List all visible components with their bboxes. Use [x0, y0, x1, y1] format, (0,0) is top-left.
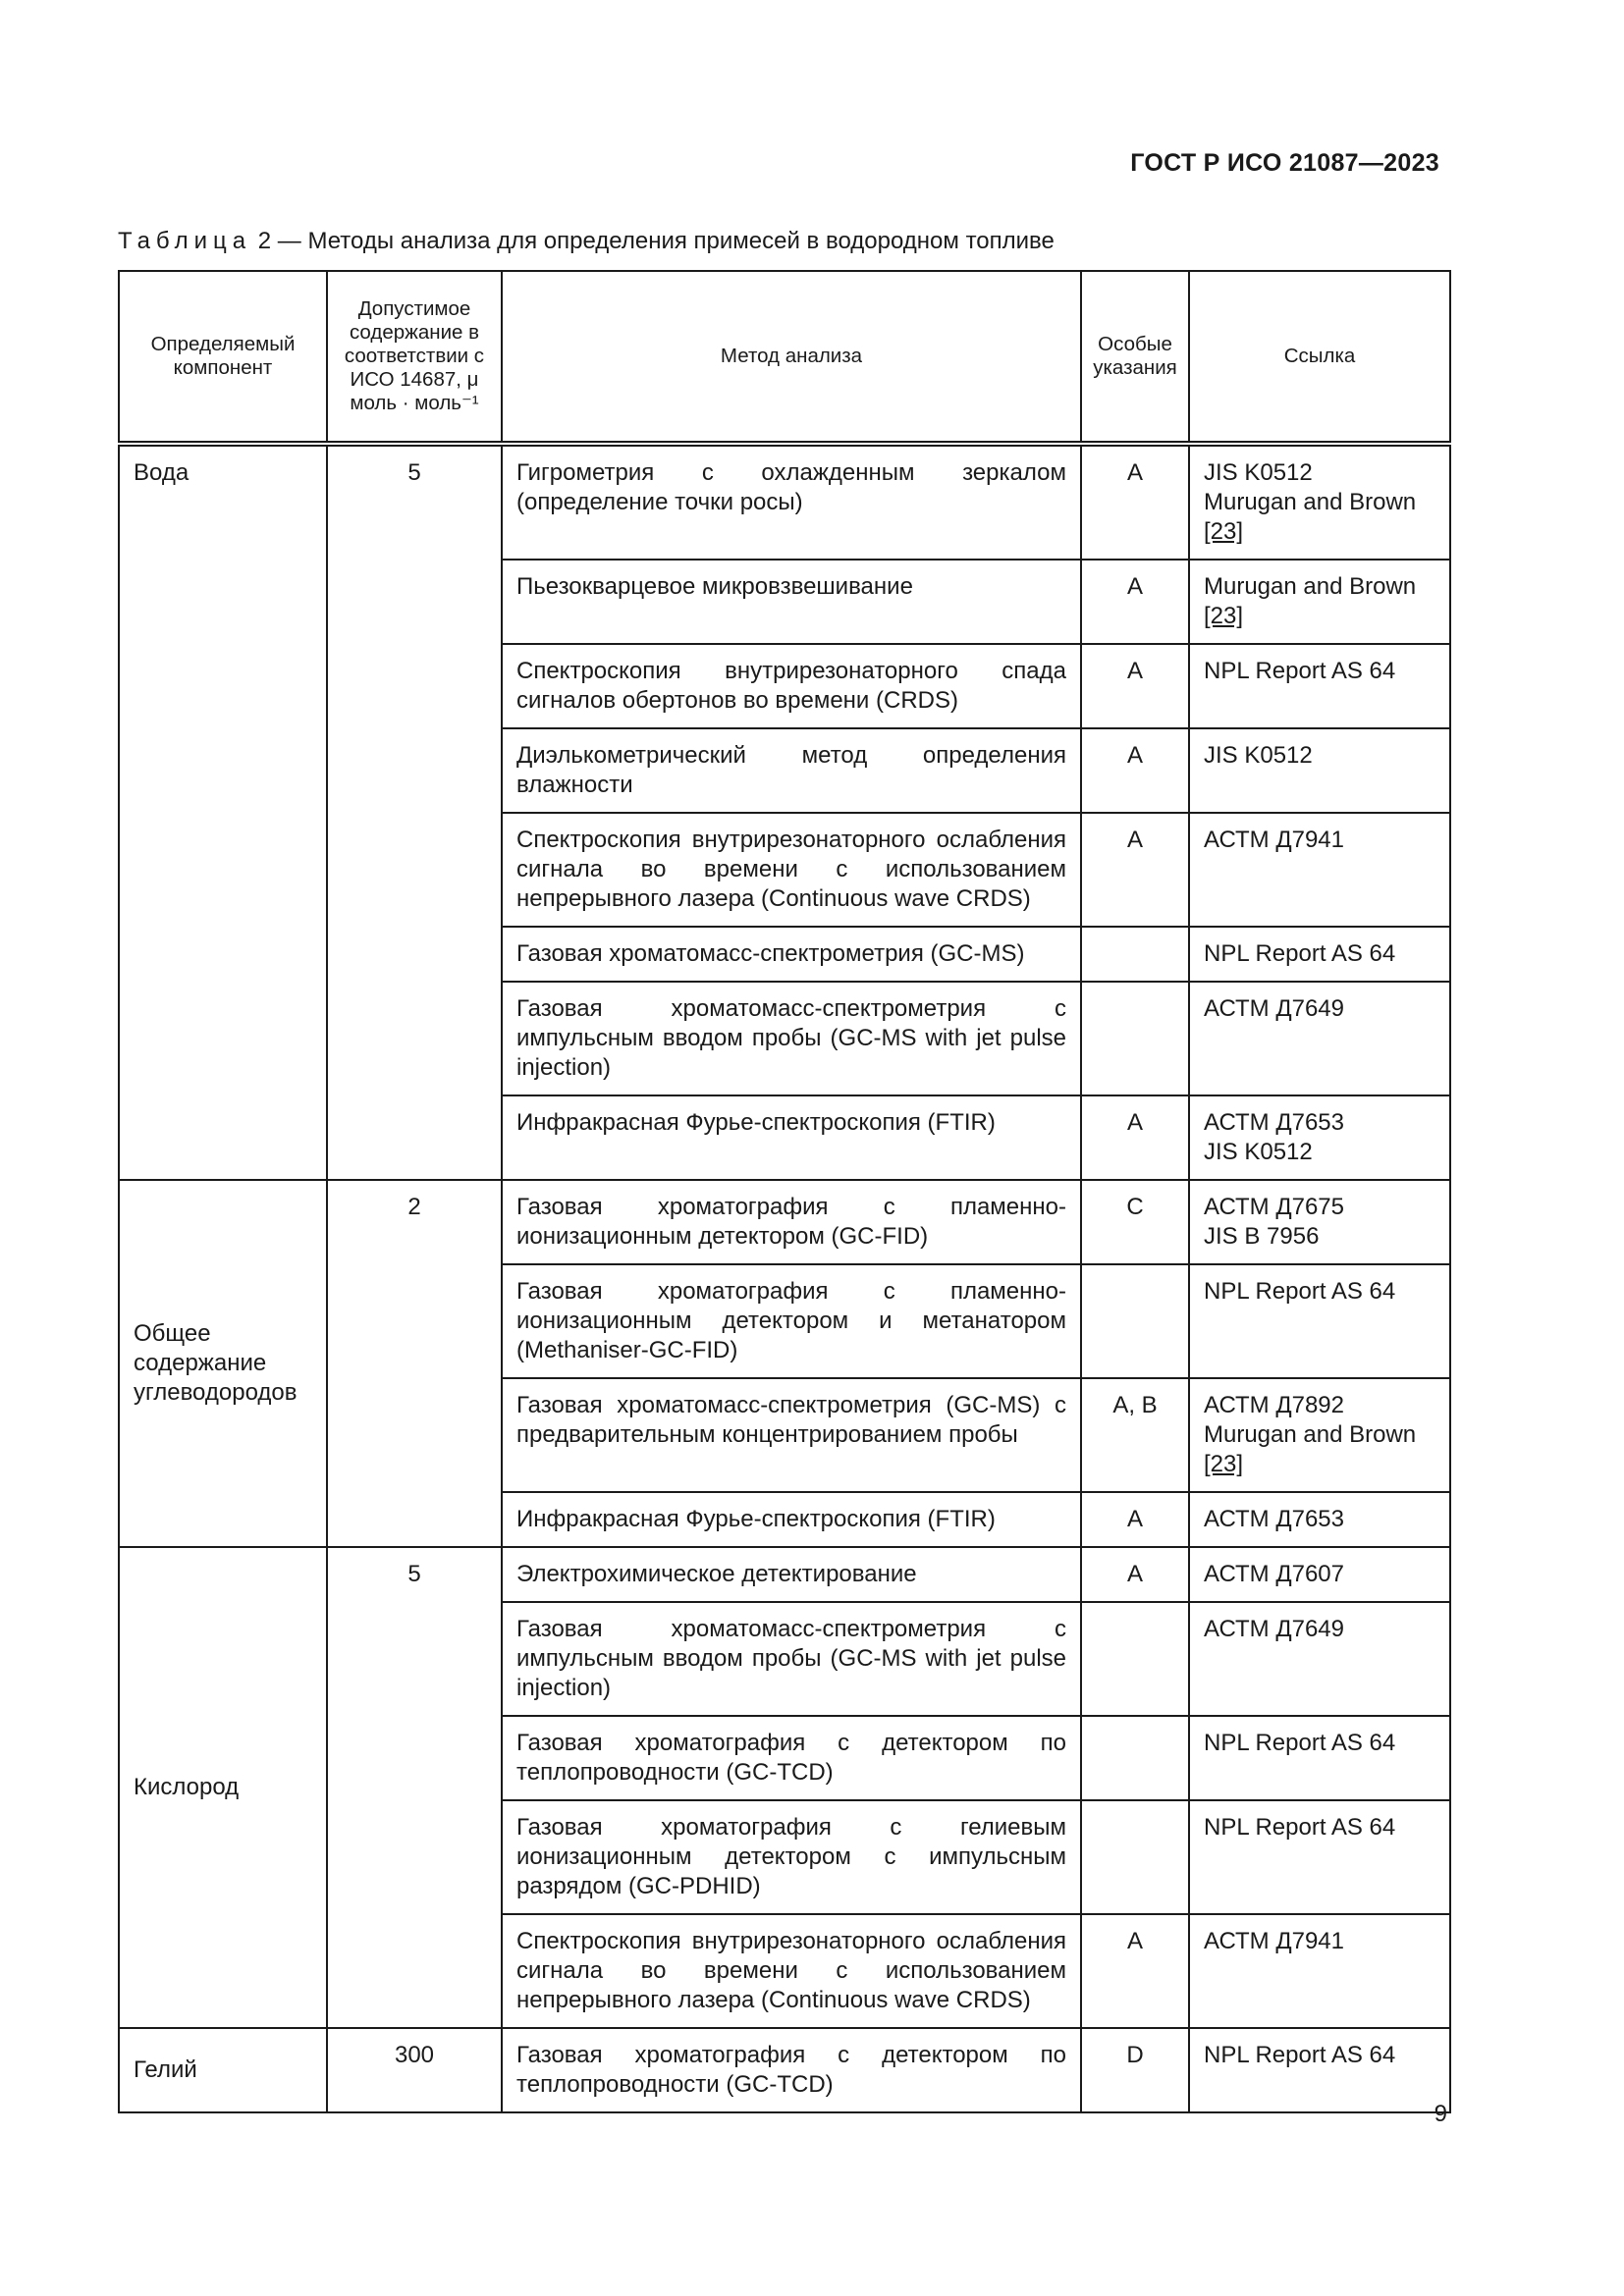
- cell-method: Газовая хроматография с гелиевым ионизационным детектором с импульсным разрядом (GC-PDHID): [502, 1800, 1081, 1914]
- cell-method: Газовая хроматомасс-спектрометрия с импульсным вводом пробы (GC-MS with jet pulse injection): [502, 982, 1081, 1095]
- reference-item: АСТМ Д7892: [1204, 1392, 1344, 1418]
- table-row: [119, 1547, 1450, 1602]
- reference-item: JIS B 7956: [1204, 1223, 1320, 1250]
- reference-item: АСТМ Д7653: [1204, 1109, 1344, 1136]
- cell-note: А: [1081, 813, 1189, 927]
- cell-reference: [1189, 2028, 1450, 2112]
- cell-note: А: [1081, 1095, 1189, 1180]
- cell-concentration: 5: [327, 1547, 502, 2028]
- cell-concentration: 300: [327, 2028, 502, 2112]
- cell-note: С: [1081, 1180, 1189, 1264]
- cell-reference: [1189, 1800, 1450, 1914]
- cell-note: [1081, 1716, 1189, 1800]
- cell-method: Спектроскопия внутрирезонаторного ослабления сигнала во времени с использованием непрерывного лазера (Continuous wave CRDS): [502, 1914, 1081, 2028]
- cell-reference: [1189, 927, 1450, 982]
- cell-reference: [1189, 1547, 1450, 1602]
- cell-note: А: [1081, 1914, 1189, 2028]
- table-row: [119, 2028, 1450, 2112]
- cell-method: Газовая хроматография с детектором по теплопроводности (GC-TCD): [502, 2028, 1081, 2112]
- reference-item: АСТМ Д7653: [1204, 1506, 1344, 1532]
- cell-note: А: [1081, 444, 1189, 560]
- cell-reference: [1189, 1492, 1450, 1547]
- cell-method: Газовая хроматография с пламенно-ионизационным детектором (GC-FID): [502, 1180, 1081, 1264]
- cell-reference: [1189, 444, 1450, 560]
- table-header-row: [119, 271, 1450, 444]
- cell-method: Инфракрасная Фурье-спектроскопия (FTIR): [502, 1095, 1081, 1180]
- reference-item: Murugan and Brown: [1204, 573, 1417, 600]
- cell-concentration: 5: [327, 444, 502, 1180]
- cell-reference: [1189, 1716, 1450, 1800]
- header-component: Определяемый компонент: [119, 271, 327, 444]
- reference-item: АСТМ Д7649: [1204, 995, 1344, 1022]
- cell-reference: [1189, 728, 1450, 813]
- reference-item: АСТМ Д7941: [1204, 827, 1344, 853]
- reference-item: NPL Report AS 64: [1204, 940, 1396, 967]
- table-caption: [118, 228, 1055, 255]
- header-method: Метод анализа: [502, 271, 1081, 444]
- cell-method: Газовая хроматомасс-спектрометрия с импульсным вводом пробы (GC-MS with jet pulse injection): [502, 1602, 1081, 1716]
- cell-note: D: [1081, 2028, 1189, 2112]
- reference-link[interactable]: [23]: [1204, 518, 1244, 545]
- cell-method: Пьезокварцевое микровзвешивание: [502, 560, 1081, 644]
- table-row: [119, 1180, 1450, 1264]
- reference-link[interactable]: [23]: [1204, 1451, 1244, 1477]
- cell-reference: [1189, 813, 1450, 927]
- document-code: ГОСТ Р ИСО 21087—2023: [1130, 149, 1439, 177]
- cell-note: [1081, 1264, 1189, 1378]
- cell-note: А: [1081, 1547, 1189, 1602]
- table-caption-text: 2 — Методы анализа для определения примесей в водородном топливе: [251, 228, 1055, 254]
- cell-reference: [1189, 1264, 1450, 1378]
- methods-table: [118, 270, 1451, 2113]
- header-reference: Ссылка: [1189, 271, 1450, 444]
- cell-note: А, В: [1081, 1378, 1189, 1492]
- cell-method: Спектроскопия внутрирезонаторного спада сигналов обертонов во времени (CRDS): [502, 644, 1081, 728]
- header-notes: Особые указания: [1081, 271, 1189, 444]
- reference-item: Murugan and Brown: [1204, 489, 1417, 515]
- reference-item: АСТМ Д7941: [1204, 1928, 1344, 1954]
- cell-note: [1081, 1800, 1189, 1914]
- cell-method: Газовая хроматомасс-спектрометрия (GC-MS) с предварительным концентрированием пробы: [502, 1378, 1081, 1492]
- cell-reference: [1189, 1378, 1450, 1492]
- cell-reference: [1189, 644, 1450, 728]
- cell-method: Гигрометрия с охлажденным зеркалом (определение точки росы): [502, 444, 1081, 560]
- cell-reference: [1189, 560, 1450, 644]
- cell-method: Инфракрасная Фурье-спектроскопия (FTIR): [502, 1492, 1081, 1547]
- cell-reference: [1189, 1602, 1450, 1716]
- cell-note: [1081, 982, 1189, 1095]
- cell-component: Гелий: [119, 2028, 327, 2112]
- cell-method: Диэлькометрический метод определения влажности: [502, 728, 1081, 813]
- cell-concentration: 2: [327, 1180, 502, 1547]
- table-caption-prefix: Таблица: [118, 228, 252, 254]
- cell-method: Спектроскопия внутрирезонаторного ослабления сигнала во времени с использованием непрерывного лазера (Continuous wave CRDS): [502, 813, 1081, 927]
- reference-item: АСТМ Д7607: [1204, 1561, 1344, 1587]
- reference-item: NPL Report AS 64: [1204, 2042, 1396, 2068]
- cell-note: А: [1081, 644, 1189, 728]
- cell-note: [1081, 1602, 1189, 1716]
- cell-component: Вода: [119, 444, 327, 1180]
- page-number: 9: [1434, 2101, 1447, 2127]
- cell-component: Кислород: [119, 1547, 327, 2028]
- reference-item: NPL Report AS 64: [1204, 1278, 1396, 1305]
- table-body: [119, 444, 1450, 2112]
- reference-item: NPL Report AS 64: [1204, 658, 1396, 684]
- cell-method: Электрохимическое детектирование: [502, 1547, 1081, 1602]
- table-row: [119, 444, 1450, 560]
- reference-item: NPL Report AS 64: [1204, 1730, 1396, 1756]
- cell-method: Газовая хроматография с пламенно-ионизационным детектором и метанатором (Methaniser-GC-FID): [502, 1264, 1081, 1378]
- cell-note: А: [1081, 560, 1189, 644]
- reference-item: АСТМ Д7675: [1204, 1194, 1344, 1220]
- reference-item: АСТМ Д7649: [1204, 1616, 1344, 1642]
- cell-note: [1081, 927, 1189, 982]
- cell-method: Газовая хроматография с детектором по теплопроводности (GC-TCD): [502, 1716, 1081, 1800]
- cell-component: Общее содержание углеводородов: [119, 1180, 327, 1547]
- cell-reference: [1189, 982, 1450, 1095]
- cell-reference: [1189, 1914, 1450, 2028]
- reference-item: NPL Report AS 64: [1204, 1814, 1396, 1841]
- cell-method: Газовая хроматомасс-спектрометрия (GC-MS): [502, 927, 1081, 982]
- cell-note: А: [1081, 728, 1189, 813]
- reference-item: JIS K0512: [1204, 742, 1313, 769]
- cell-reference: [1189, 1095, 1450, 1180]
- cell-reference: [1189, 1180, 1450, 1264]
- reference-item: Murugan and Brown: [1204, 1421, 1417, 1448]
- cell-note: А: [1081, 1492, 1189, 1547]
- reference-link[interactable]: [23]: [1204, 603, 1244, 629]
- header-concentration: Допустимое содержание в соответствии с ИСО 14687, μ моль · моль⁻¹: [327, 271, 502, 444]
- reference-item: JIS K0512: [1204, 1139, 1313, 1165]
- reference-item: JIS K0512: [1204, 459, 1313, 486]
